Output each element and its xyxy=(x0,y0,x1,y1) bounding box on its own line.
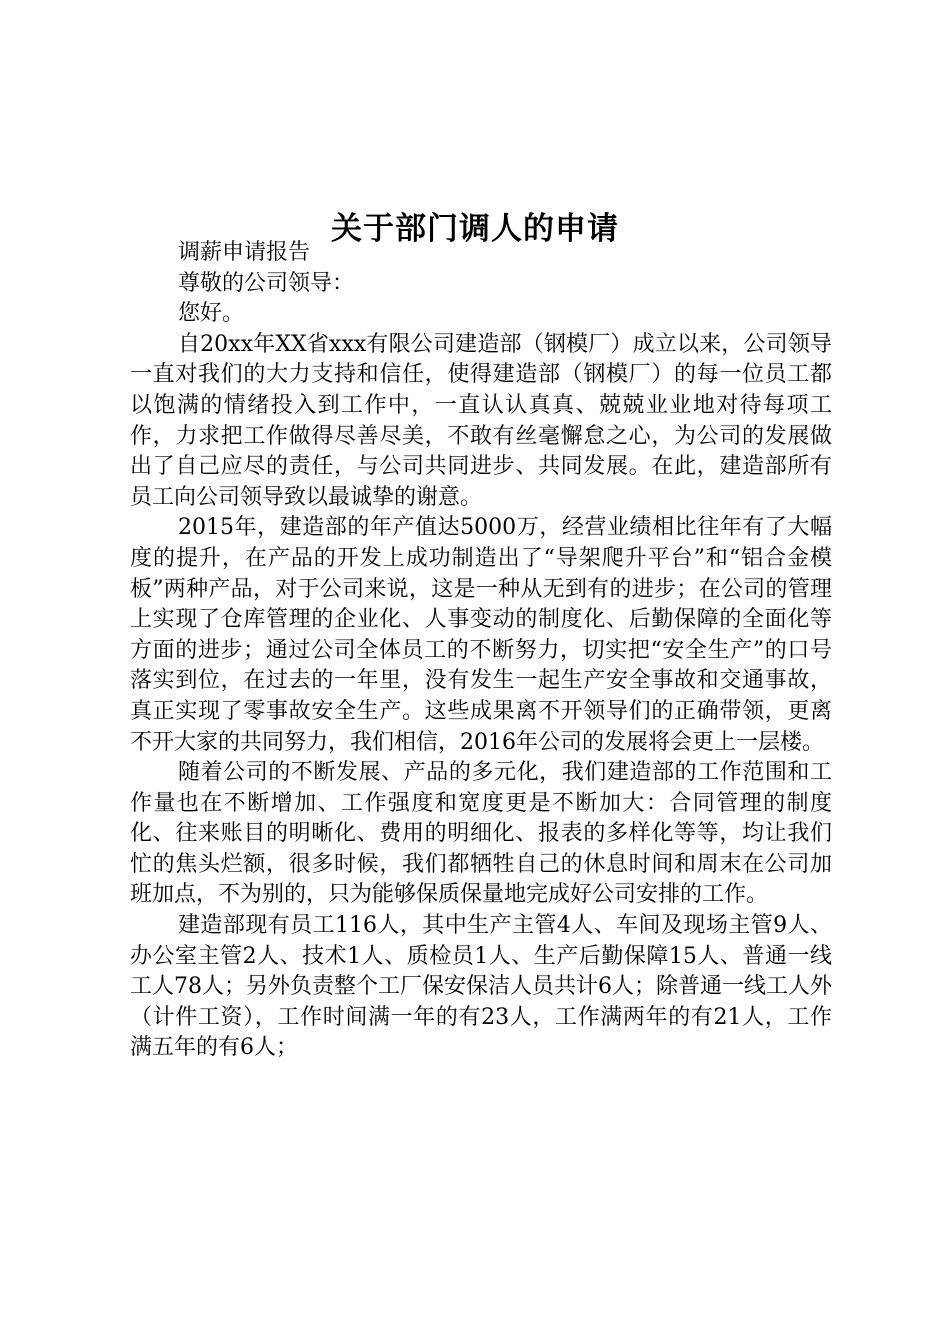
paragraph-subject: 调薪申请报告 xyxy=(178,240,311,265)
paragraph-greeting: 您好。 xyxy=(178,301,245,327)
document-body xyxy=(130,238,832,1064)
document-title: 关于部门调人的申请 xyxy=(331,210,619,247)
paragraph-achievements: 2015年，建造部的年产值达5000万，经营业绩相比往年有了大幅度的提升，在产品的开发上成功制造出了“导架爬升平台”和“铝合金模板”两种产品，对于公司来说，这是一种从无到有的进步；在公司的管理上实现了仓库管理的企业化、人事变动的制度化、后勤保障的全面化等方面的进步；通过公司全体员工的不断努力，切实把“安全生产”的口号落实到位，在过去的一年里，没有发生一起生产安全事故和交通事故，真正实现了零事故安全生产。这些成果离不开领导们的正确带领，更离不开大家的共同努力，我们相信，2016年公司的发展将会更上一层楼。 xyxy=(130,515,832,755)
paragraph-workload: 随着公司的不断发展、产品的多元化，我们建造部的工作范围和工作量也在不断增加、工作强度和宽度更是不断加大：合同管理的制度化、往来账目的明晰化、费用的明细化、报表的多样化等等，均让我们忙的焦头烂额，很多时候，我们都牺牲自己的休息时间和周末在公司加班加点，不为别的，只为能够保质保量地完成好公司安排的工作。 xyxy=(130,760,832,908)
paragraph-staffing: 建造部现有员工116人，其中生产主管4人、车间及现场主管9人、办公室主管2人、技术1人、质检员1人、生产后勤保障15人、普通一线工人78人；另外负责整个工厂保安保洁人员共计6人；除普通一线工人外（计件工资），工作时间满一年的有23人，工作满两年的有21人，工作满五年的有6人； xyxy=(130,913,832,1061)
paragraph-introduction: 自20xx年XX省xxx有限公司建造部（钢模厂）成立以来，公司领导一直对我们的大力支持和信任，使得建造部（钢模厂）的每一位员工都以饱满的情绪投入到工作中，一直认认真真、兢兢业业地对待每项工作，力求把工作做得尽善尽美，不敢有丝毫懈怠之心，为公司的发展做出了自己应尽的责任，与公司共同进步、共同发展。在此，建造部所有员工向公司领导致以最诚挚的谢意。 xyxy=(130,331,832,510)
paragraph-salutation: 尊敬的公司领导： xyxy=(178,270,355,296)
